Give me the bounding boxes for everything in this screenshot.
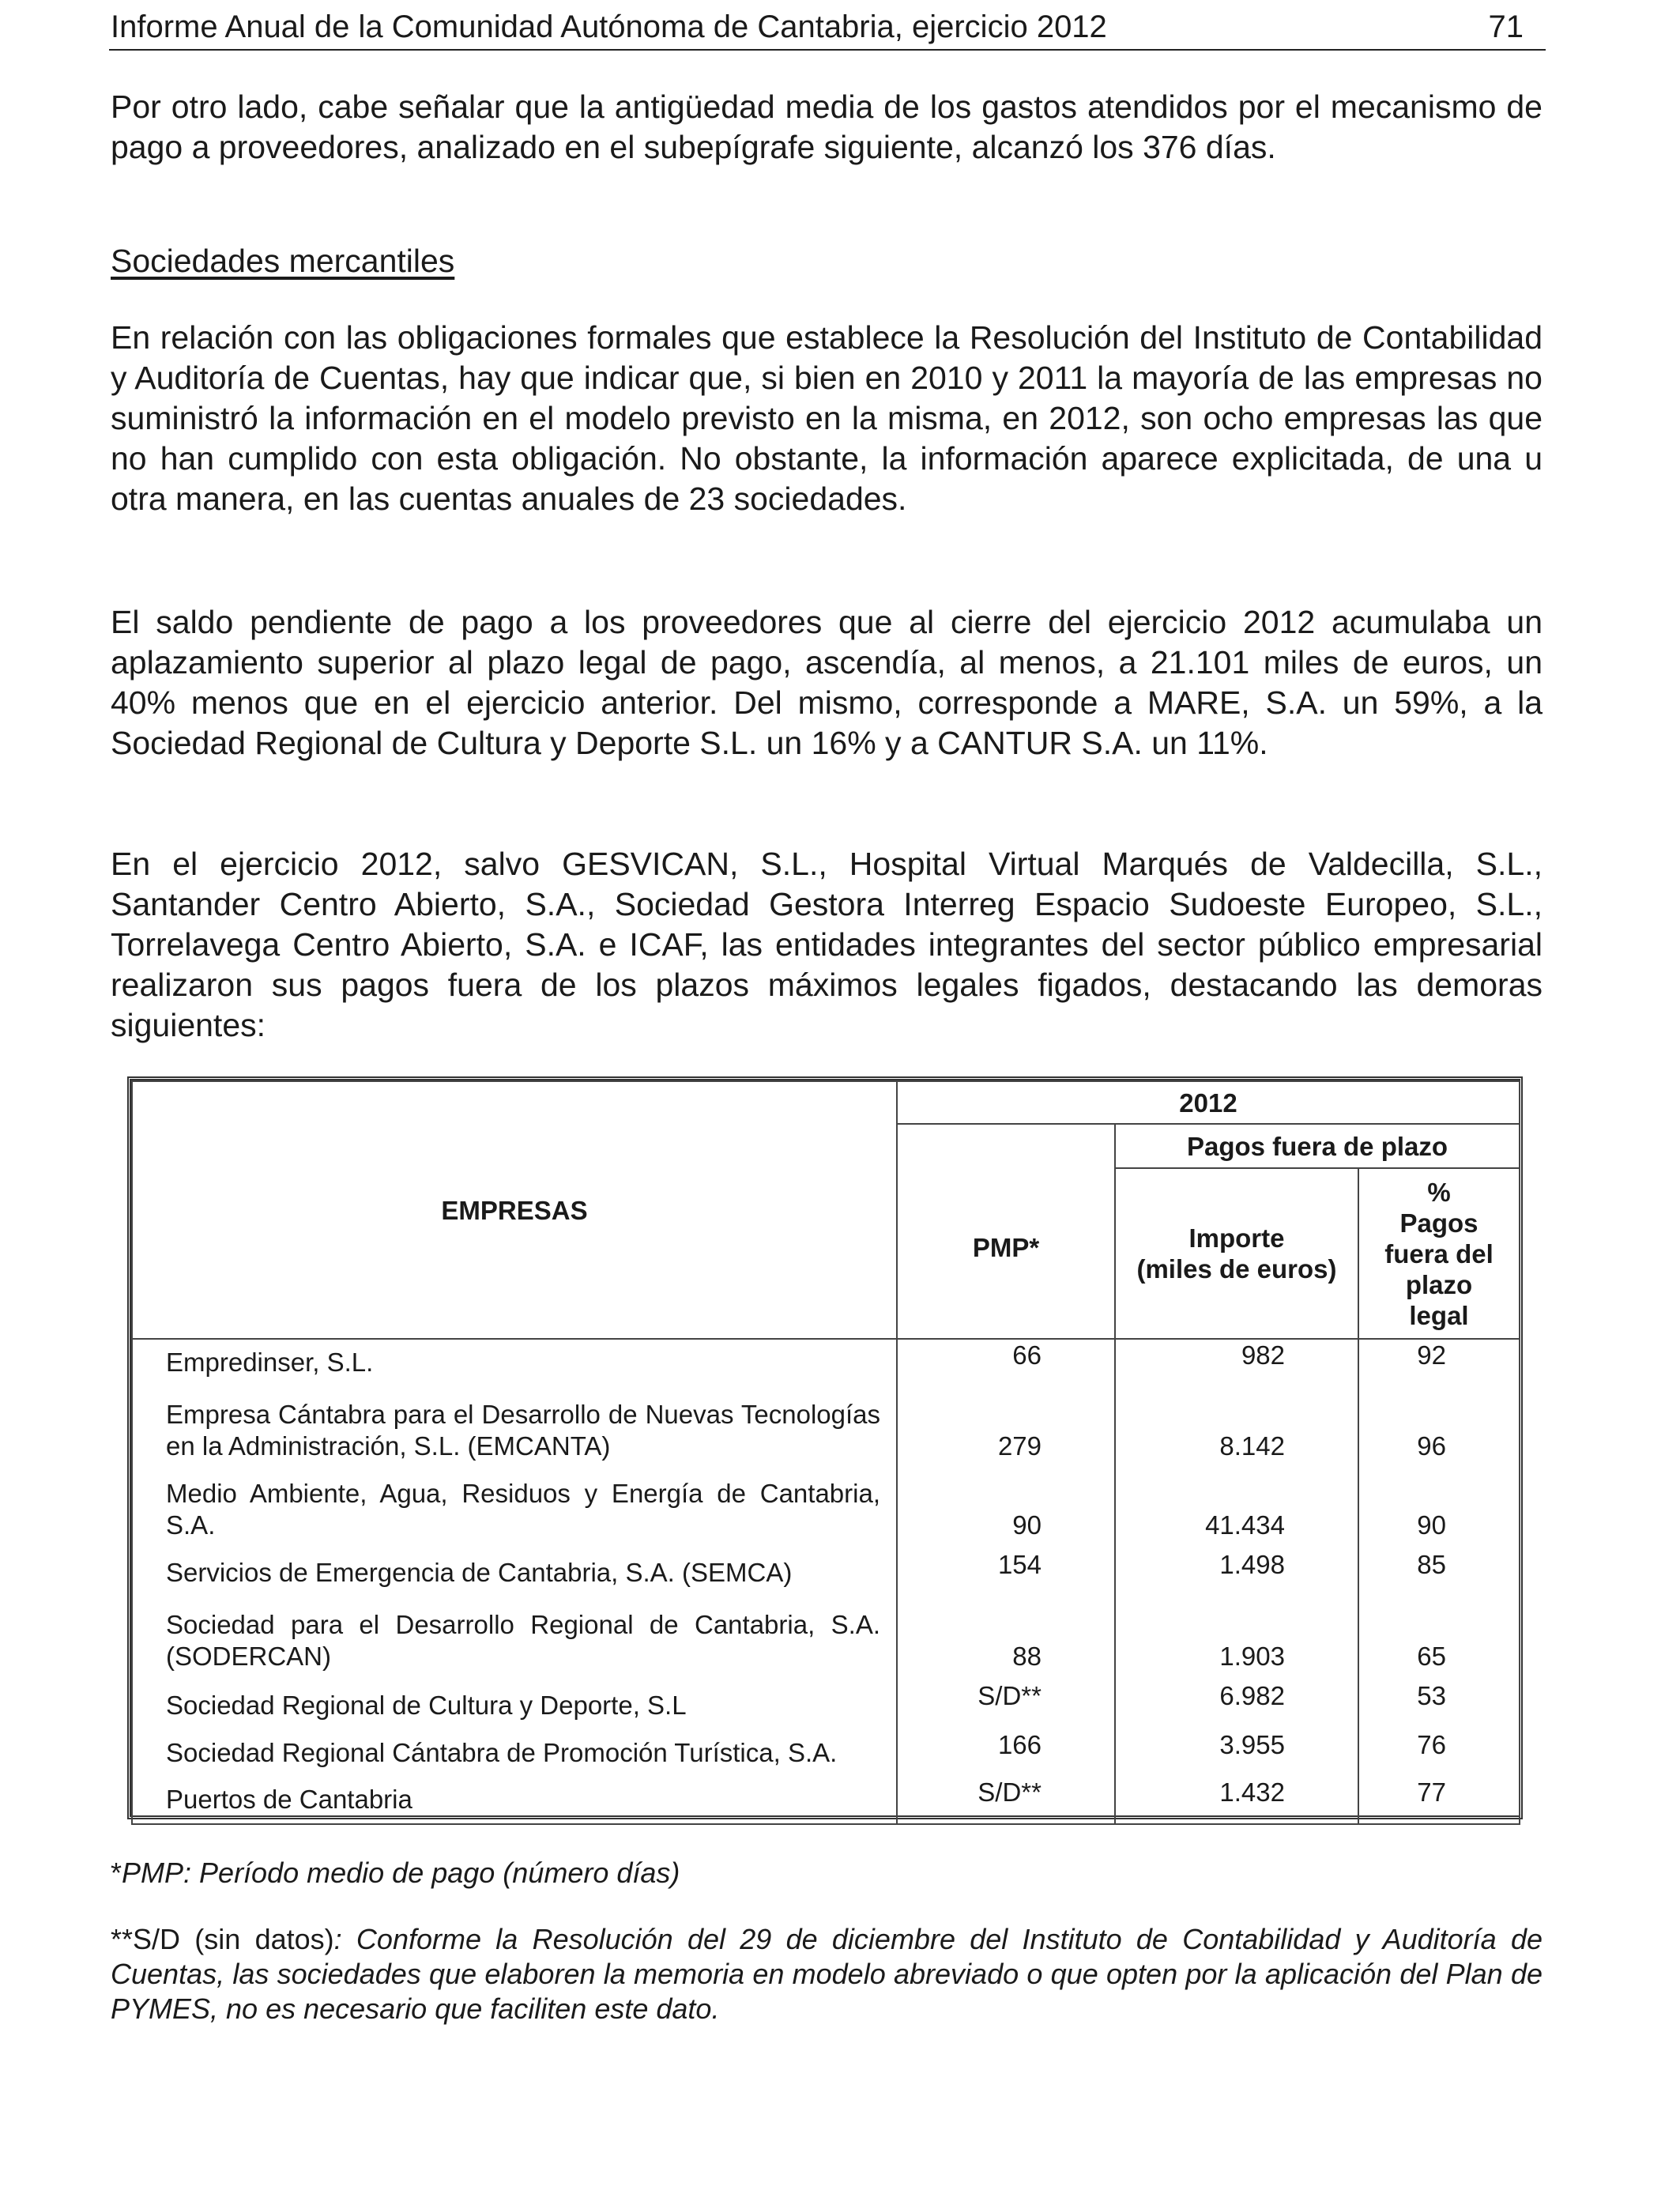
paragraph-antiguedad: Por otro lado, cabe señalar que la antigüedad media de los gastos atendidos por el mecanismo de pago a proveedores, analizado en el subepígrafe siguiente, alcanzó los 376 días. [111,89,1543,165]
payment-delays-table-frame [127,1076,1523,1819]
paragraph-saldo: El saldo pendiente de pago a los proveedores que al cierre del ejercicio 2012 acumulaba un aplazamiento superior al plazo legal de pago, ascendía, al menos, a 21.101 miles de euros, un 40% menos que en el ejercicio anterior. Del mismo, corresponde a MARE, S.A. un 59%, a la Sociedad Regional de Cultura y Deporte S.L. un 16% y a CANTUR S.A. un 11%. [111,604,1543,761]
paragraph-ejercicio: En el ejercicio 2012, salvo GESVICAN, S.L., Hospital Virtual Marqués de Valdecilla, S.L., Santander Centro Abierto, S.A., Sociedad Gestora Interreg Espacio Sudoeste Europeo, S.L., Torrelavega Centro Abierto, S.A. e ICAF, las entidades integrantes del sector público empresarial realizaron sus pagos fuera de los plazos máximos legales figados, destacando las demoras siguientes: [111,846,1543,1043]
table-row [132,1549,1520,1596]
footnote-pmp [111,1856,1543,1891]
row-importe: 41.434 [1115,1470,1358,1549]
row-pct: 85 [1358,1549,1520,1596]
header-importe-line2: (miles de euros) [1136,1254,1337,1284]
header-empresas: EMPRESAS [132,1081,897,1339]
row-empresa: Medio Ambiente, Agua, Residuos y Energía de Cantabria, S.A. [132,1470,897,1549]
table-row [132,1339,1520,1386]
row-empresa: Servicios de Emergencia de Cantabria, S.A. (SEMCA) [132,1549,897,1596]
table-row [132,1777,1520,1824]
header-pagos-fuera: Pagos fuera de plazo [1115,1124,1520,1168]
row-pct: 65 [1358,1596,1520,1680]
row-empresa: Puertos de Cantabria [132,1777,897,1824]
paragraph-obligaciones: En relación con las obligaciones formales que establece la Resolución del Instituto de Contabilidad y Auditoría de Cuentas, hay que indicar que, si bien en 2010 y 2011 la mayoría de las empresas no suministró la información en el modelo previsto en la misma, en 2012, son ocho empresas las que no han cumplido con esta obligación. No obstante, la información aparece explicitada, de una u otra manera, en las cuentas anuales de 23 sociedades. [111,319,1543,517]
row-pct: 76 [1358,1729,1520,1777]
row-pmp: 166 [897,1729,1115,1777]
row-pmp: 279 [897,1386,1115,1470]
header-pmp: PMP* [897,1124,1115,1339]
row-importe: 6.982 [1115,1680,1358,1729]
page-number: 71 [1488,9,1524,44]
row-importe: 1.903 [1115,1596,1358,1680]
header-pct: % Pagos fuera del plazo legal [1358,1168,1520,1339]
row-importe: 1.498 [1115,1549,1358,1596]
row-pct: 92 [1358,1339,1520,1386]
row-empresa: Empresa Cántabra para el Desarrollo de Nuevas Tecnologías en la Administración, S.L. (EMCANTA) [132,1386,897,1470]
footnote-pmp-mark: * [111,1857,122,1889]
row-importe: 982 [1115,1339,1358,1386]
row-pct: 53 [1358,1680,1520,1729]
row-pmp: 90 [897,1470,1115,1549]
footnote-sd-text: : Conforme la Resolución del 29 de diciembre del Instituto de Contabilidad y Auditoría de Cuentas, las sociedades que elaboren la memoria en modelo abreviado o que opten por la aplicación del Plan de PYMES, no es necesario que faciliten este dato. [111,1923,1543,2025]
table-row [132,1386,1520,1470]
header-importe [1115,1168,1358,1339]
row-pmp: S/D** [897,1680,1115,1729]
row-pmp: 66 [897,1339,1115,1386]
table-row [132,1729,1520,1777]
row-pct: 77 [1358,1777,1520,1824]
header-importe-line1: Importe [1188,1223,1285,1253]
row-empresa: Sociedad Regional de Cultura y Deporte, S.L [132,1680,897,1729]
row-pct: 90 [1358,1470,1520,1549]
table-row [132,1596,1520,1680]
table-row [132,1470,1520,1549]
report-title: Informe Anual de la Comunidad Autónoma de Cantabria, ejercicio 2012 [111,9,1107,44]
row-importe: 3.955 [1115,1729,1358,1777]
row-importe: 1.432 [1115,1777,1358,1824]
section-heading: Sociedades mercantiles [111,243,455,279]
row-empresa: Empredinser, S.L. [132,1339,897,1386]
row-pct: 96 [1358,1386,1520,1470]
payment-delays-table [131,1080,1520,1825]
footnote-sd-mark: **S/D (sin datos) [111,1923,334,1955]
running-header [109,6,1546,51]
row-importe: 8.142 [1115,1386,1358,1470]
row-pmp: S/D** [897,1777,1115,1824]
row-pmp: 154 [897,1549,1115,1596]
row-empresa: Sociedad Regional Cántabra de Promoción Turística, S.A. [132,1729,897,1777]
row-pmp: 88 [897,1596,1115,1680]
footnote-pmp-text: PMP: Período medio de pago (número días) [122,1857,680,1889]
table-row [132,1680,1520,1729]
header-year: 2012 [897,1081,1520,1124]
row-empresa: Sociedad para el Desarrollo Regional de Cantabria, S.A. (SODERCAN) [132,1596,897,1680]
footnote-sd [111,1922,1543,2026]
